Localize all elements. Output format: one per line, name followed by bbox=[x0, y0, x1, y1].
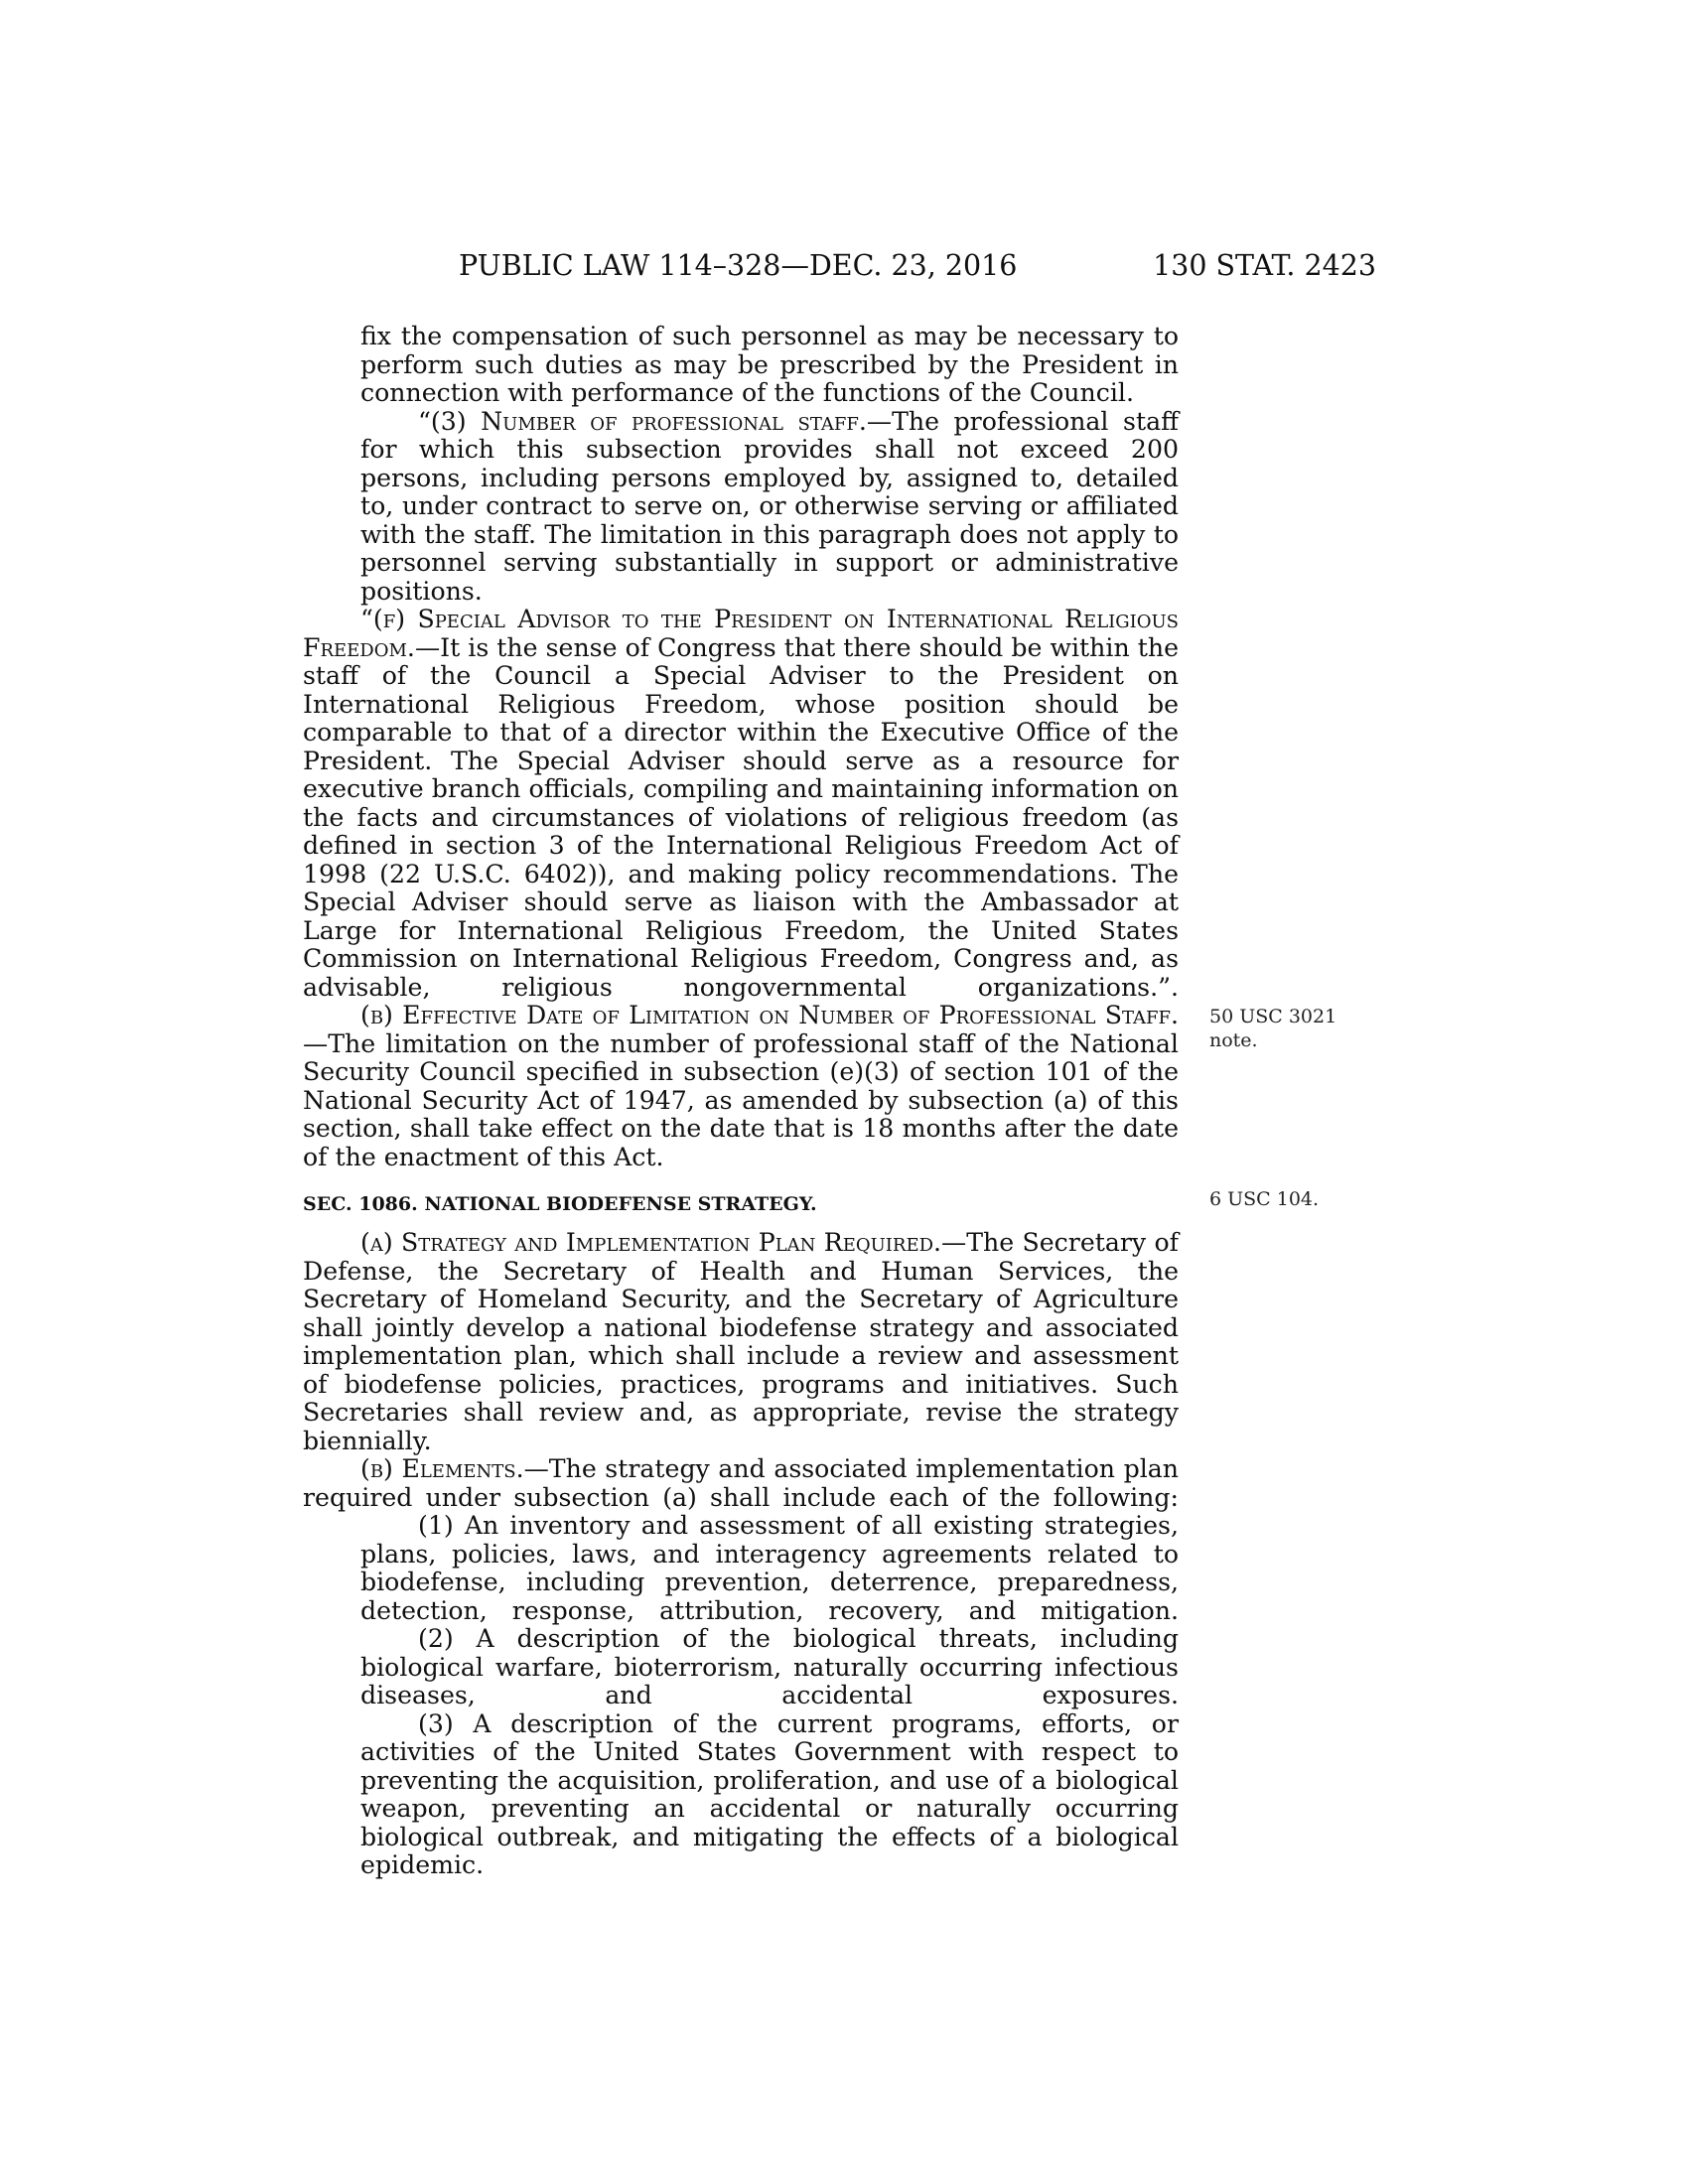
list-item-inventory: (1) An inventory and assessment of all existing strategies, plans, policies, laws, and interagency agreements related to biodefense, including prevention, deterrence, preparedness, detection, response, attribution, recovery, and mitigation. bbox=[360, 1511, 1179, 1625]
list-item-threats: (2) A description of the biological threats, including biological warfare, bioterrorism, naturally occurring infectious diseases, and accidental exposures. bbox=[360, 1624, 1179, 1709]
margin-note-usc-104: 6 USC 104. bbox=[1209, 1188, 1320, 1210]
statute-page-number: 130 STAT. 2423 bbox=[1153, 249, 1376, 282]
running-head-title: PUBLIC LAW 114–328—DEC. 23, 2016 bbox=[459, 249, 1018, 282]
paragraph-continuation: fix the compensation of such personnel as may be necessary to perform such duties as may be prescribed by the President in connection with performance of the functions of the Council. bbox=[360, 322, 1179, 407]
margin-note-line: note. bbox=[1209, 1029, 1258, 1051]
margin-note-usc-3021 bbox=[1209, 1005, 1336, 1052]
document-body bbox=[303, 323, 1179, 1880]
page-header bbox=[459, 246, 1376, 286]
paragraph-strategy-plan bbox=[303, 1229, 1179, 1455]
paragraph-heading: “(f) Special Advisor to the President on International Religious Freedom. bbox=[303, 605, 1179, 662]
paragraph-heading: (a) Strategy and Implementation Plan Required. bbox=[360, 1228, 942, 1257]
paragraph-heading: “(3) Number of professional staff. bbox=[418, 406, 867, 436]
list-item-programs: (3) A description of the current programs, efforts, or activities of the United States Government with respect to preventing the acquisition, proliferation, and use of a biological weapon, preventing an accidental or naturally occurring biological outbreak, and mitigating the effects of a biological epidemic. bbox=[360, 1708, 1179, 1879]
paragraph-special-advisor bbox=[303, 606, 1179, 1002]
paragraph-text: —It is the sense of Congress that there should be within the staff of the Council a Special Adviser to the President on International Religious Freedom, whose position should be comparable to that of a director within the Executive Office of the President. The Special Adviser should serve as a resource for executive branch officials, compiling and maintaining information on the facts and circumstances of violations of religious freedom (as defined in section 3 of the International Religious Freedom Act of 1998 (22 U.S.C. 6402)), and making policy recommendations. The Special Adviser should serve as liaison with the Ambassador at Large for International Religious Freedom, the United States Commission on International Religious Freedom, Congress and, as advisable, religious nongovernmental organizations.”. bbox=[303, 632, 1179, 1002]
paragraph-text: —The limitation on the number of professional staff of the National Security Council specified in subsection (e)(3) of section 101 of the National Security Act of 1947, as amended by subsection (a) of this section, shall take effect on the date that is 18 months after the date of the enactment of this Act. bbox=[303, 1028, 1179, 1171]
paragraph-heading: (b) Effective Date of Limitation on Number of Professional Staff. bbox=[360, 1001, 1179, 1029]
paragraph-text: —The strategy and associated implementation plan required under subsection (a) shall include each of the following: bbox=[303, 1454, 1179, 1512]
section-heading: SEC. 1086. NATIONAL BIODEFENSE STRATEGY. bbox=[303, 1193, 817, 1215]
margin-note-line: 50 USC 3021 bbox=[1209, 1006, 1337, 1027]
paragraph-effective-date bbox=[303, 1002, 1179, 1171]
paragraph-heading: (b) Elements. bbox=[360, 1454, 524, 1483]
paragraph-elements bbox=[303, 1455, 1179, 1512]
paragraph-text: —The professional staff for which this subsection provides shall not exceed 200 persons, including persons employed by, assigned to, detailed to, under contract to serve on, or otherwise serving or affiliated with the staff. The limitation in this paragraph does not apply to personnel serving substantially in support or administrative positions. bbox=[360, 406, 1179, 606]
paragraph-professional-staff bbox=[303, 408, 1179, 607]
paragraph-text: —The Secretary of Defense, the Secretary of Health and Human Services, the Secretary of Homeland Security, and the Secretary of Agriculture shall jointly develop a national biodefense strategy and associated implementation plan, which shall include a review and assessment of biodefense policies, practices, programs and initiatives. Such Secretaries shall review and, as appropriate, revise the strategy biennially. bbox=[303, 1228, 1179, 1455]
